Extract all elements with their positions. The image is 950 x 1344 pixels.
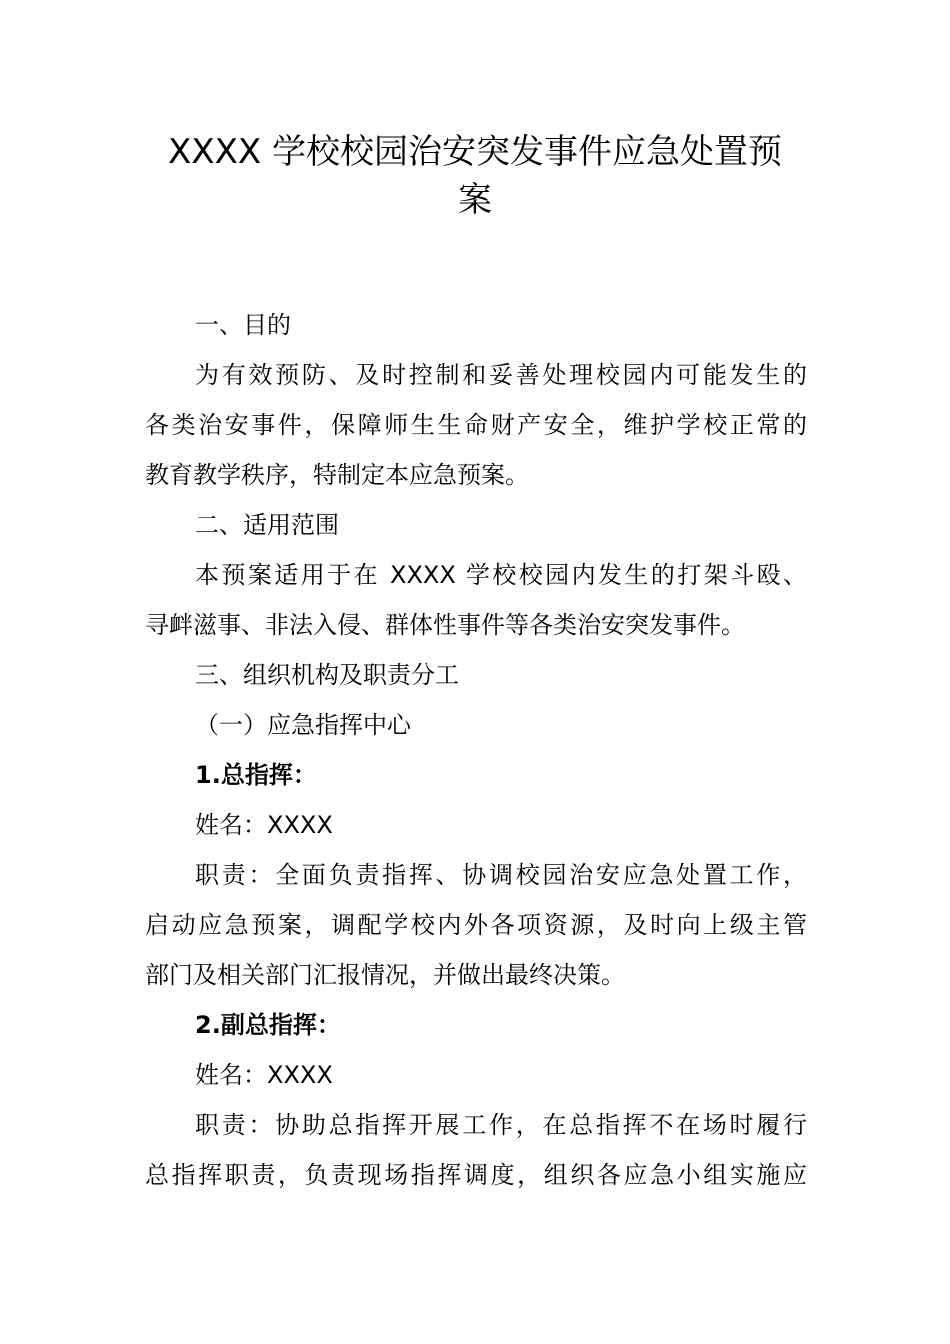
- role-deputy-commander: 2.副总指挥：: [195, 1011, 341, 1039]
- name-field: 姓名：XXXX: [195, 1061, 333, 1089]
- paragraph-line: 各类治安事件，保障师生生命财产安全，维护学校正常的: [145, 411, 807, 439]
- document-body: [145, 300, 807, 1200]
- heading-purpose: 一、目的: [195, 311, 291, 339]
- title-line-2: 案: [458, 180, 492, 220]
- paragraph-line: 部门及相关部门汇报情况，并做出最终决策。: [145, 961, 625, 989]
- paragraph-line: 教育教学秩序，特制定本应急预案。: [145, 461, 529, 489]
- paragraph-line: 本预案适用于在 XXXX 学校校园内发生的打架斗殴、: [195, 561, 807, 589]
- paragraph-line: 总指挥职责，负责现场指挥调度，组织各应急小组实施应: [145, 1161, 807, 1189]
- name-field: 姓名：XXXX: [195, 811, 333, 839]
- heading-scope: 二、适用范围: [195, 511, 339, 539]
- title-line-1: XXXX 学校校园治安突发事件应急处置预: [168, 132, 782, 172]
- paragraph-line: 职责：协助总指挥开展工作，在总指挥不在场时履行: [195, 1111, 807, 1139]
- paragraph-line: 职责：全面负责指挥、协调校园治安应急处置工作，: [195, 861, 807, 889]
- role-commander: 1.总指挥：: [195, 761, 317, 789]
- subheading-command-center: （一）应急指挥中心: [195, 711, 411, 739]
- paragraph-line: 为有效预防、及时控制和妥善处理校园内可能发生的: [195, 361, 807, 389]
- paragraph-line: 寻衅滋事、非法入侵、群体性事件等各类治安突发事件。: [145, 611, 745, 639]
- heading-organization: 三、组织机构及职责分工: [195, 661, 459, 689]
- paragraph-line: 启动应急预案，调配学校内外各项资源，及时向上级主管: [145, 911, 807, 939]
- document-title: [140, 128, 810, 224]
